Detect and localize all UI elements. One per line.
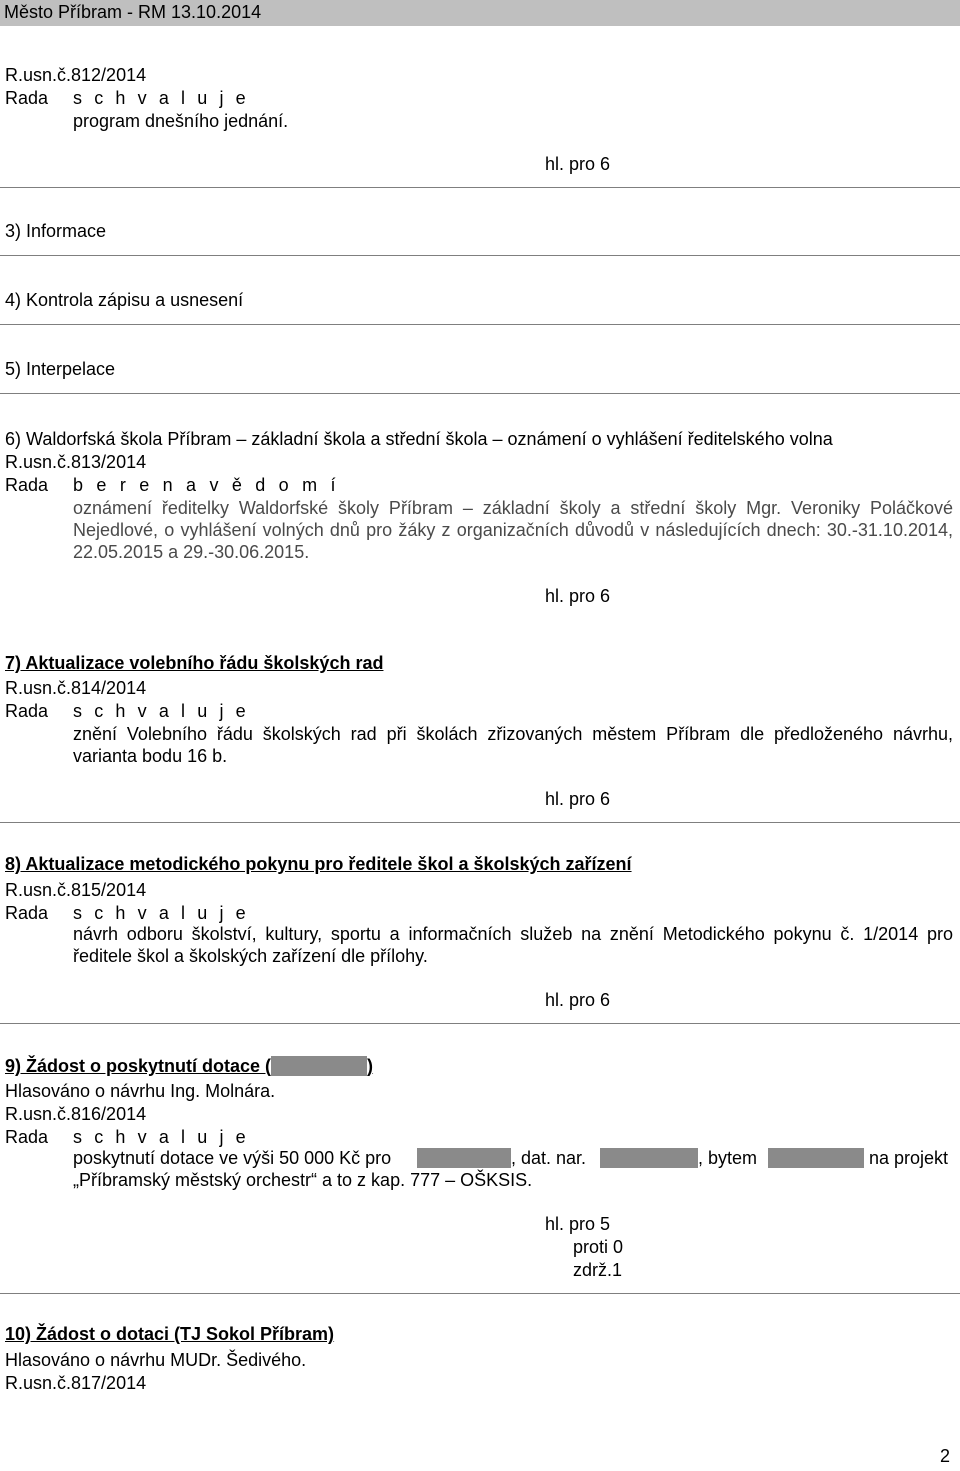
section-divider xyxy=(0,822,960,823)
resolution-text: program dnešního jednání. xyxy=(73,111,289,131)
resolution-verb: b e r e n a v ě d o m í xyxy=(73,475,340,495)
resolution-number: R.usn.č.816/2014 xyxy=(5,1104,147,1124)
section-heading: 4) Kontrola zápisu a usnesení xyxy=(5,290,244,310)
resolution-text: návrh odboru školství, kultury, sportu a informačních služeb na znění Metodického pokynu č. 1/2014 pro ředitele škol a školských zařízení dle přílohy. xyxy=(73,924,953,966)
section-heading: 7) Aktualizace volebního řádu školských rad xyxy=(5,653,384,673)
resolution-verb: s c h v a l u j e xyxy=(73,1127,250,1147)
resolution-number: R.usn.č.812/2014 xyxy=(5,65,147,85)
redacted-block xyxy=(600,1148,698,1168)
section-divider xyxy=(0,187,960,188)
voted-on-note: Hlasováno o návrhu Ing. Molnára. xyxy=(5,1081,276,1101)
section-divider xyxy=(0,1023,960,1024)
resolution-text: oznámení ředitelky Waldorfské školy Příbram – základní školy a střední školy Mgr. Veroniky Poláčkové Nejedlové, o vyhlášení volných dnů pro žáky z organizačních důvodů v následujících dnech: 30.-31.10.2014, 22.05.2015 a 29.-30.06.2015. xyxy=(73,498,953,562)
resolution-number: R.usn.č.813/2014 xyxy=(5,452,147,472)
document-header xyxy=(0,0,960,26)
rada-label: Rada xyxy=(5,1127,49,1147)
resolution-text-part4: na projekt xyxy=(869,1148,949,1168)
section-heading: 6) Waldorfská škola Příbram – základní škola a střední škola – oznámení o vyhlášení ředitelského volna xyxy=(5,429,833,449)
rada-label: Rada xyxy=(5,475,49,495)
resolution-verb: s c h v a l u j e xyxy=(73,701,250,721)
resolution-verb: s c h v a l u j e xyxy=(73,903,250,923)
vote-result: hl. pro 6 xyxy=(545,990,611,1010)
section-heading: 5) Interpelace xyxy=(5,359,116,379)
section-divider xyxy=(0,1293,960,1294)
vote-zdrz: zdrž.1 xyxy=(573,1260,623,1280)
section-heading: 8) Aktualizace metodického pokynu pro ředitele škol a školských zařízení xyxy=(5,854,632,874)
resolution-text-part2: , dat. nar. xyxy=(511,1148,587,1168)
section-divider xyxy=(0,324,960,325)
rada-label: Rada xyxy=(5,903,49,923)
section-heading xyxy=(5,1055,373,1077)
redacted-block xyxy=(417,1148,511,1168)
resolution-number: R.usn.č.814/2014 xyxy=(5,678,147,698)
header-title: Město Příbram - RM 13.10.2014 xyxy=(4,2,262,22)
resolution-number: R.usn.č.817/2014 xyxy=(5,1373,147,1393)
resolution-verb: s c h v a l u j e xyxy=(73,88,250,108)
resolution-text-line2: „Příbramský městský orchestr“ a to z kap. 777 – OŠKSIS. xyxy=(73,1170,533,1190)
section-heading: 10) Žádost o dotaci (TJ Sokol Příbram) xyxy=(5,1324,335,1344)
resolution-text-part1: poskytnutí dotace ve výši 50 000 Kč pro xyxy=(73,1148,392,1168)
resolution-text: znění Volebního řádu školských rad při školách zřizovaných městem Příbram dle předloženého návrhu, varianta bodu 16 b. xyxy=(73,724,953,766)
resolution-text-part3: , bytem xyxy=(698,1148,758,1168)
heading-text-end: ) xyxy=(367,1056,374,1076)
vote-pro: hl. pro 5 xyxy=(545,1214,611,1234)
section-divider xyxy=(0,255,960,256)
section-heading: 3) Informace xyxy=(5,221,107,241)
redacted-block xyxy=(768,1148,864,1168)
vote-result: hl. pro 6 xyxy=(545,789,611,809)
rada-label: Rada xyxy=(5,701,49,721)
redacted-block xyxy=(271,1056,367,1076)
section-divider xyxy=(0,393,960,394)
vote-proti: proti 0 xyxy=(573,1237,624,1257)
heading-text: 9) Žádost o poskytnutí dotace ( xyxy=(5,1056,272,1076)
page-number: 2 xyxy=(940,1446,951,1466)
vote-result: hl. pro 6 xyxy=(545,586,611,606)
voted-on-note: Hlasováno o návrhu MUDr. Šedivého. xyxy=(5,1350,307,1370)
resolution-number: R.usn.č.815/2014 xyxy=(5,880,147,900)
vote-result: hl. pro 6 xyxy=(545,154,611,174)
rada-label: Rada xyxy=(5,88,49,108)
